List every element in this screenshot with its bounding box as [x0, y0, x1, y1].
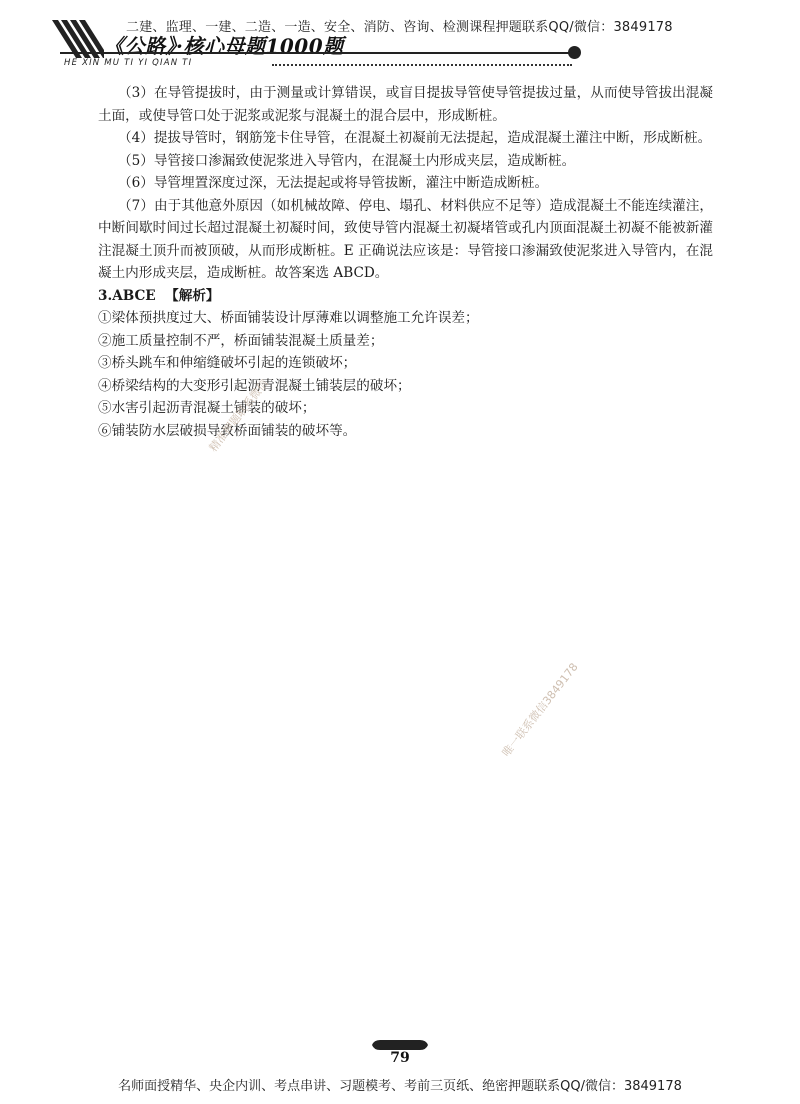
header-rule	[60, 52, 575, 54]
page-content	[98, 82, 713, 442]
footer-ornament	[350, 1040, 450, 1050]
answer-number: 3.ABCE	[98, 287, 156, 304]
paragraph-item-4: （4）提拔导管时，钢筋笼卡住导管，在混凝土初凝前无法提起，造成混凝土灌注中断，形成断桩。	[118, 130, 712, 146]
analysis-list-item-5: ⑤水害引起沥青混凝土铺装的破坏；	[98, 400, 316, 416]
header-pinyin: HE XIN MU TI YI QIAN TI	[64, 58, 193, 68]
analysis-list-item-2: ②施工质量控制不严，桥面铺装混凝土质量差；	[98, 332, 384, 349]
analysis-list-item-1: ①梁体预拱度过大、桥面铺装设计厚薄难以调整施工允许误差；	[98, 310, 479, 326]
paragraph-item-7: （7）由于其他意外原因（如机械故障、停电、塌孔、材料供应不足等）造成混凝土不能连续灌注，中断间歇时间过长超过混凝土初凝时间，致使导管内混凝土初凝堵管或孔内顶面混凝土初凝不能被新灌注混凝土顶升而被顶破，从而形成断桩。E 正确说法应该是：导管接口渗漏致使泥浆进入导管内，在混凝土内形成夹层，造成断桩。故答案选 ABCD。	[98, 197, 713, 281]
watermark-first: 精准押题联系微信	[206, 376, 271, 455]
answer-heading	[98, 285, 713, 308]
watermark-second: 唯一联系微信3849178	[499, 660, 581, 760]
footer-contact-note: 名师面授精华、央企内训、考点串讲、习题模考、考前三页纸、绝密押题联系QQ/微信：3849178	[118, 1079, 682, 1094]
paragraph-item-5: （5）导管接口渗漏致使泥浆进入导管内，在混凝土内形成夹层，造成断桩。	[118, 152, 576, 169]
page-header	[0, 0, 800, 72]
header-contact-note: 二建、监理、一建、二造、一造、安全、消防、咨询、检测课程押题联系QQ/微信：3849178	[126, 20, 673, 35]
paragraph-item-6: （6）导管埋置深度过深，无法提起或将导管拔断，灌注中断造成断桩。	[118, 175, 549, 191]
analysis-list-item-4: ④桥梁结构的大变形引起沥青混凝土铺装层的破坏；	[98, 377, 411, 394]
header-rule-endcap	[568, 46, 581, 59]
analysis-list-item-6: ⑥铺装防水层破损导致桥面铺装的破坏等。	[98, 422, 357, 439]
analysis-list-item-3: ③桥头跳车和伸缩缝破坏引起的连锁破坏；	[98, 355, 357, 371]
page-number: 79	[390, 1050, 410, 1066]
book-title: 《公路》·核心母题1000题	[104, 34, 344, 58]
paragraph-item-3: （3）在导管提拔时，由于测量或计算错误，或盲目提拔导管使导管提拔过量，从而使导管拔出混凝土面，或使导管口处于泥浆或泥浆与混凝土的混合层中，形成断桩。	[98, 85, 713, 124]
header-dotted-rule	[272, 64, 572, 66]
analysis-tag: 【解析】	[165, 287, 220, 304]
